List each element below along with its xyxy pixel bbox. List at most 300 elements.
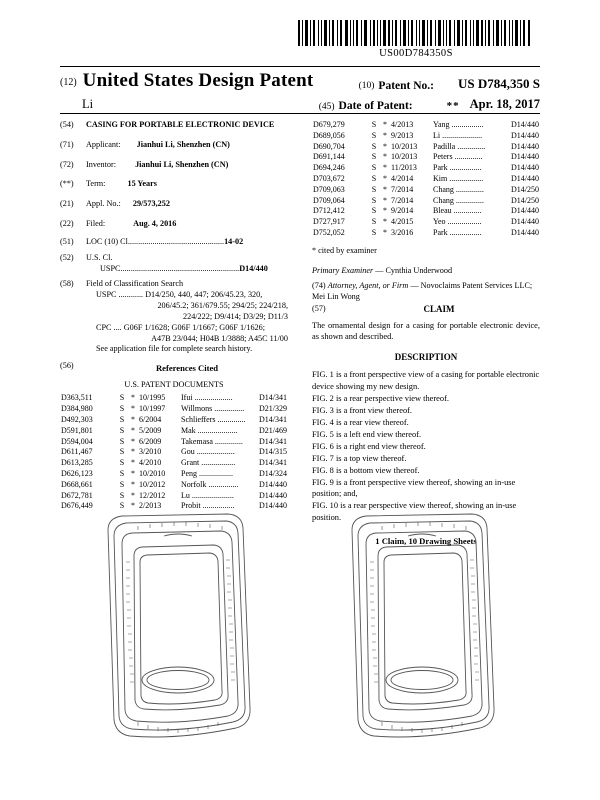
attorney-value: Novoclaims Patent Services LLC; Mei Lin Wong bbox=[312, 280, 533, 301]
ref-patent: D703,672 bbox=[313, 173, 345, 183]
ref-date: 6/2009 bbox=[139, 436, 162, 446]
ref-name-dots bbox=[432, 196, 500, 207]
ref-name: Willmons bbox=[181, 404, 213, 414]
page-title: United States Design Patent bbox=[82, 70, 314, 91]
filed-label: Filed: bbox=[86, 219, 106, 229]
ref-class: D14/440 bbox=[511, 152, 539, 162]
inventor-surname: Li bbox=[82, 97, 94, 111]
ref-date: 3/2010 bbox=[139, 447, 162, 457]
description-line-8: FIG. 8 is a bottom view thereof. bbox=[312, 465, 420, 475]
ref-date: 10/1995 bbox=[139, 393, 166, 403]
ref-class: D14/440 bbox=[511, 130, 539, 140]
ref-star: * bbox=[383, 195, 387, 205]
ref-kind: S bbox=[119, 469, 125, 478]
ref-name: Lu bbox=[181, 490, 190, 500]
ref-class: D14/440 bbox=[511, 163, 539, 173]
ref-class: D14/440 bbox=[259, 501, 287, 511]
ref-kind: S bbox=[119, 479, 125, 489]
ref-date: 12/2012 bbox=[139, 490, 166, 500]
loc-label: LOC (10) Cl. bbox=[86, 236, 130, 246]
field-21-body bbox=[86, 199, 288, 210]
primary-examiner-line bbox=[312, 265, 540, 276]
field-22 bbox=[60, 219, 288, 230]
ref-dots: .............. bbox=[214, 436, 243, 446]
ref-dots: ............... bbox=[208, 479, 239, 489]
ref-dots: .............. bbox=[454, 152, 483, 162]
cpc-search-label: CPC bbox=[96, 322, 112, 332]
ref-name: Gou bbox=[181, 447, 195, 457]
cpc-search-dots: .... bbox=[111, 322, 122, 332]
ref-class: D14/440 bbox=[511, 227, 539, 237]
description-line-5: FIG. 5 is a left end view thereof. bbox=[312, 429, 422, 439]
ref-name-dots bbox=[180, 437, 248, 448]
ref-patent: D752,052 bbox=[313, 227, 345, 237]
ref-name: Bleau bbox=[433, 206, 452, 216]
ref-name: Yang bbox=[433, 120, 450, 129]
ref-patent: D672,781 bbox=[61, 490, 93, 500]
ref-dots: .............. bbox=[455, 195, 484, 205]
ref-date: 4/2015 bbox=[391, 217, 414, 227]
uspc-search-line bbox=[86, 290, 288, 301]
ref-date: 10/2012 bbox=[139, 479, 166, 489]
attorney-line bbox=[312, 280, 540, 302]
barcode-icon bbox=[296, 20, 534, 46]
table-row bbox=[60, 458, 288, 469]
term-label: Term: bbox=[86, 179, 106, 189]
ref-class: D21/329 bbox=[259, 404, 287, 414]
ref-class: D14/440 bbox=[259, 490, 287, 500]
date-value: Apr. 18, 2017 bbox=[469, 97, 540, 111]
field-72 bbox=[60, 160, 288, 171]
ref-kind: S bbox=[371, 173, 377, 183]
ref-star: * bbox=[383, 163, 387, 173]
claim-num: (57) bbox=[312, 303, 326, 313]
right-column bbox=[312, 120, 540, 548]
ref-date: 9/2013 bbox=[391, 130, 414, 140]
ref-name: Park bbox=[433, 163, 448, 173]
ref-class: D14/341 bbox=[259, 393, 287, 403]
description-line-2: FIG. 2 is a rear perspective view thereof. bbox=[312, 394, 449, 404]
ref-date: 7/2014 bbox=[391, 184, 414, 194]
table-row bbox=[312, 120, 540, 131]
header-num-12: (12) bbox=[60, 77, 77, 88]
ref-patent: D591,801 bbox=[61, 425, 93, 435]
ref-dots: ................. bbox=[201, 458, 236, 468]
references-table-right bbox=[312, 120, 540, 239]
field-52-body bbox=[86, 253, 288, 275]
references-title: References Cited bbox=[155, 363, 219, 374]
ref-star: * bbox=[383, 130, 387, 140]
ref-date: 3/2016 bbox=[391, 227, 414, 237]
description-line-3: FIG. 3 is a front view thereof. bbox=[312, 405, 413, 415]
primary-examiner-dash: — bbox=[373, 265, 386, 275]
ref-patent: D668,661 bbox=[61, 479, 93, 489]
description-line-1: FIG. 1 is a front perspective view of a casing for portable electronic device showing my new design. bbox=[312, 370, 540, 392]
ref-class: D21/469 bbox=[259, 425, 287, 435]
ref-star: * bbox=[131, 436, 135, 446]
ref-name-dots bbox=[432, 152, 500, 163]
ref-dots: .................... bbox=[442, 130, 483, 140]
ref-patent: D727,917 bbox=[313, 217, 345, 227]
ref-kind: S bbox=[371, 195, 377, 205]
uscl-dots: .......................................................... bbox=[120, 263, 240, 273]
cpc-search-line-1: G06F 1/1628; G06F 1/1667; G06F 1/1626; bbox=[123, 322, 266, 332]
ref-name: Padilla bbox=[433, 141, 456, 151]
ref-kind: S bbox=[119, 425, 125, 435]
appl-no-value: 29/573,252 bbox=[132, 199, 170, 209]
ref-class: D14/440 bbox=[259, 479, 287, 489]
field-term bbox=[60, 179, 288, 190]
field-54-num: (54) bbox=[60, 120, 74, 129]
ref-star: * bbox=[131, 501, 135, 511]
ref-patent: D690,704 bbox=[313, 141, 345, 151]
appl-no-label: Appl. No.: bbox=[86, 199, 121, 209]
attorney-num: (74) bbox=[312, 280, 326, 290]
casing-left bbox=[108, 514, 250, 737]
claim-heading: CLAIM bbox=[423, 303, 455, 314]
uspc-search-line-3: 224/222; D9/414; D3/29; D11/3 bbox=[183, 311, 288, 321]
ref-name: Ifui bbox=[181, 393, 193, 403]
header-rule-top bbox=[60, 66, 540, 67]
claims-sheets-count: 1 Claim, 10 Drawing Sheets bbox=[375, 536, 477, 547]
ref-patent: D363,511 bbox=[61, 393, 93, 403]
ref-name-dots bbox=[432, 120, 500, 131]
description-line-7: FIG. 7 is a top view thereof. bbox=[312, 453, 407, 463]
ref-class: D14/315 bbox=[259, 447, 287, 457]
field-21-num: (21) bbox=[60, 199, 74, 209]
primary-examiner-value: Cynthia Underwood bbox=[385, 265, 453, 275]
ref-patent: D613,285 bbox=[61, 458, 93, 468]
date-num: (45) bbox=[318, 102, 335, 112]
ref-kind: S bbox=[371, 227, 377, 237]
field-72-num: (72) bbox=[60, 159, 74, 169]
examiner-block bbox=[312, 265, 540, 302]
ref-date: 4/2014 bbox=[391, 173, 414, 183]
ref-kind: S bbox=[119, 415, 125, 425]
ref-class: D14/440 bbox=[511, 141, 539, 151]
cpc-search-line-2: A47B 23/044; H04B 1/3888; A45C 11/00 bbox=[151, 333, 288, 343]
barcode-block bbox=[296, 20, 536, 59]
ref-name: Takemasa bbox=[181, 436, 213, 446]
ref-name: Peters bbox=[433, 152, 453, 162]
ref-patent: D689,056 bbox=[313, 130, 345, 140]
ref-class: D14/440 bbox=[511, 173, 539, 183]
ref-class: D14/341 bbox=[259, 458, 287, 468]
ref-name: Grant bbox=[181, 458, 200, 468]
field-56-num: (56) bbox=[60, 361, 74, 371]
ref-name: Kim bbox=[433, 173, 448, 183]
left-column bbox=[60, 120, 288, 512]
ref-date: 4/2010 bbox=[139, 458, 162, 468]
ref-dots: ............... bbox=[214, 404, 245, 414]
ref-kind: S bbox=[371, 120, 377, 129]
barcode-number: US00D784350S bbox=[379, 48, 453, 59]
term-asterisks: ** bbox=[446, 100, 460, 112]
ref-name-dots bbox=[432, 163, 500, 174]
field-71-body bbox=[86, 140, 288, 151]
ref-patent: D709,063 bbox=[313, 184, 345, 194]
field-term-body bbox=[86, 179, 288, 190]
field-58-body bbox=[86, 279, 288, 355]
description-line-9: FIG. 9 is a front perspective view thereof, showing an in-use position; and, bbox=[312, 477, 516, 499]
ref-star: * bbox=[383, 152, 387, 162]
ref-kind: S bbox=[371, 206, 377, 216]
ref-star: * bbox=[131, 458, 135, 468]
ref-patent: D611,467 bbox=[61, 447, 93, 457]
ref-dots: ................ bbox=[449, 163, 482, 173]
patent-drawing bbox=[60, 508, 540, 788]
casing-right bbox=[352, 514, 494, 737]
ref-kind: S bbox=[119, 458, 125, 468]
ref-date: 10/2013 bbox=[391, 141, 418, 151]
ref-patent: D709,064 bbox=[313, 195, 345, 205]
references-table-left-body bbox=[60, 393, 288, 512]
table-row bbox=[312, 142, 540, 153]
claim-heading-row bbox=[312, 304, 540, 316]
ref-star: * bbox=[131, 404, 135, 414]
cited-by-examiner-note: * cited by examiner bbox=[312, 245, 377, 255]
ref-kind: S bbox=[119, 393, 125, 403]
ref-name: Chang bbox=[433, 195, 454, 205]
ref-class: D14/341 bbox=[259, 415, 287, 425]
ref-star: * bbox=[131, 415, 135, 425]
ref-date: 10/2013 bbox=[391, 152, 418, 162]
table-row bbox=[312, 206, 540, 217]
field-54-title: CASING FOR PORTABLE ELECTRONIC DEVICE bbox=[86, 120, 275, 129]
uspc-search-line-1: D14/250, 440, 447; 206/45.23, 320, bbox=[145, 290, 263, 300]
inventor-value: Jianhui Li, Shenzhen (CN) bbox=[135, 159, 229, 169]
ref-name: Park bbox=[433, 227, 448, 237]
ref-name: Norfolk bbox=[181, 479, 207, 489]
ref-name: Yeo bbox=[433, 217, 446, 227]
patent-drawing-svg bbox=[60, 508, 540, 788]
ref-name: Schlieffers bbox=[181, 415, 216, 425]
ref-dots: ..................... bbox=[191, 490, 234, 500]
ref-star: * bbox=[383, 227, 387, 237]
ref-kind: S bbox=[371, 163, 377, 173]
field-51 bbox=[60, 237, 288, 248]
ref-name-dots bbox=[180, 404, 248, 415]
ref-dots: ................. bbox=[199, 469, 233, 478]
ref-star: * bbox=[383, 120, 387, 129]
ref-name-dots bbox=[432, 228, 500, 239]
ref-class: D14/440 bbox=[511, 206, 539, 216]
table-row bbox=[60, 447, 288, 458]
ref-dots: ................. bbox=[449, 173, 484, 183]
ref-name-dots bbox=[180, 480, 248, 491]
see-application-note: See application file for complete search history. bbox=[96, 344, 253, 354]
term-value: 15 Years bbox=[127, 179, 157, 189]
ref-dots: ................... bbox=[196, 447, 235, 457]
ref-patent: D694,246 bbox=[313, 163, 345, 173]
field-72-body bbox=[86, 160, 288, 171]
table-row bbox=[60, 437, 288, 448]
ref-star: * bbox=[383, 206, 387, 216]
ref-name-dots bbox=[432, 206, 500, 217]
ref-name: Mak bbox=[181, 425, 196, 435]
table-row bbox=[312, 163, 540, 174]
field-71-num: (71) bbox=[60, 139, 74, 149]
ref-patent: D492,303 bbox=[61, 415, 93, 425]
patent-no-num: (10) bbox=[358, 81, 375, 91]
description-line-10: FIG. 10 is a rear perspective view thereof, showing an in-use position. bbox=[312, 501, 517, 523]
ref-dots: ................ bbox=[202, 501, 235, 511]
field-52-num: (52) bbox=[60, 252, 74, 262]
table-row bbox=[312, 185, 540, 196]
header-rule-bottom bbox=[60, 113, 540, 114]
ref-kind: S bbox=[371, 217, 377, 227]
field-56 bbox=[60, 361, 288, 374]
ref-date: 6/2004 bbox=[139, 415, 162, 425]
ref-name-dots bbox=[180, 458, 248, 469]
ref-dots: ................. bbox=[447, 217, 482, 227]
field-22-body bbox=[86, 219, 288, 230]
ref-star: * bbox=[383, 184, 387, 194]
ref-star: * bbox=[383, 217, 387, 227]
ref-class: D14/250 bbox=[511, 195, 539, 205]
ref-name-dots bbox=[180, 469, 248, 480]
ref-date: 9/2014 bbox=[391, 206, 414, 216]
table-row bbox=[60, 491, 288, 502]
ref-star: * bbox=[383, 141, 387, 151]
inventor-label: Inventor: bbox=[86, 159, 117, 169]
applicant-value: Jianhui Li, Shenzhen (CN) bbox=[136, 139, 230, 149]
table-row bbox=[60, 415, 288, 426]
patent-no-label: Patent No.: bbox=[378, 80, 434, 92]
ref-class: D14/250 bbox=[511, 184, 539, 194]
uscl-uspc-label: USPC bbox=[100, 263, 121, 273]
ref-date: 11/2013 bbox=[391, 163, 417, 173]
ref-name-dots bbox=[180, 415, 248, 426]
ref-patent: D691,144 bbox=[313, 152, 345, 162]
table-row bbox=[312, 174, 540, 185]
ref-class: D14/440 bbox=[511, 217, 539, 227]
ref-dots: .............. bbox=[453, 206, 482, 216]
ref-dots: ................ bbox=[451, 120, 484, 129]
ref-patent: D626,123 bbox=[61, 469, 93, 478]
field-21 bbox=[60, 199, 288, 210]
ref-kind: S bbox=[119, 436, 125, 446]
ref-kind: S bbox=[119, 490, 125, 500]
ref-name-dots bbox=[180, 393, 248, 404]
applicant-label: Applicant: bbox=[86, 139, 121, 149]
ref-patent: D712,412 bbox=[313, 206, 345, 216]
date-label: Date of Patent: bbox=[338, 100, 413, 112]
ref-star: * bbox=[131, 469, 135, 478]
ref-dots: .................... bbox=[197, 425, 238, 435]
table-row bbox=[60, 480, 288, 491]
ref-star: * bbox=[131, 490, 135, 500]
references-table-left bbox=[60, 393, 288, 512]
ref-dots: .............. bbox=[455, 184, 484, 194]
field-58-num: (58) bbox=[60, 279, 74, 289]
uscl-label: U.S. Cl. bbox=[86, 252, 113, 262]
references-table-right-body bbox=[312, 120, 540, 239]
ref-name-dots bbox=[432, 174, 500, 185]
ref-name-dots bbox=[180, 447, 248, 458]
ref-star: * bbox=[131, 425, 135, 435]
table-row bbox=[312, 196, 540, 207]
field-52 bbox=[60, 253, 288, 275]
ref-name-dots bbox=[432, 142, 500, 153]
ref-star: * bbox=[131, 447, 135, 457]
ref-name: Li bbox=[433, 130, 441, 140]
ref-dots: .............. bbox=[457, 141, 486, 151]
ref-name-dots bbox=[432, 131, 500, 142]
ref-class: D14/440 bbox=[511, 120, 539, 129]
ref-star: * bbox=[383, 173, 387, 183]
references-subtitle: U.S. PATENT DOCUMENTS bbox=[124, 379, 224, 389]
ref-kind: S bbox=[371, 184, 377, 194]
patent-no-value: US D784,350 S bbox=[458, 76, 540, 91]
loc-value: 14-02 bbox=[224, 236, 244, 246]
ref-patent: D679,279 bbox=[313, 120, 345, 129]
ref-kind: S bbox=[371, 130, 377, 140]
search-field-label: Field of Classification Search bbox=[86, 279, 184, 289]
ref-patent: D384,980 bbox=[61, 404, 93, 414]
ref-name-dots bbox=[432, 217, 500, 228]
ref-date: 4/2013 bbox=[391, 120, 414, 129]
attorney-dash: — bbox=[408, 280, 421, 290]
claim-text: The ornamental design for a casing for portable electronic device, as shown and described. bbox=[312, 320, 540, 341]
references-block bbox=[86, 361, 288, 374]
ref-name-dots bbox=[180, 491, 248, 502]
cpc-search-line bbox=[86, 323, 288, 334]
ref-name: Peng bbox=[181, 469, 197, 478]
table-row bbox=[312, 152, 540, 163]
field-term-num: (**) bbox=[60, 179, 74, 189]
ref-dots: .............. bbox=[217, 415, 246, 425]
table-row bbox=[60, 469, 288, 480]
loc-dots: .............................................. bbox=[129, 236, 225, 246]
ref-kind: S bbox=[371, 141, 377, 151]
table-row bbox=[312, 217, 540, 228]
ref-class: D14/341 bbox=[259, 436, 287, 446]
uspc-search-line-2: 206/45.2; 361/679.55; 294/25; 224/218, bbox=[157, 301, 288, 311]
field-51-body bbox=[86, 237, 288, 248]
table-row bbox=[312, 131, 540, 142]
uspc-search-label: USPC bbox=[96, 290, 117, 300]
ref-name: Probit bbox=[181, 501, 201, 511]
description-line-4: FIG. 4 is a rear view thereof. bbox=[312, 417, 409, 427]
uscl-line bbox=[86, 264, 288, 275]
ref-dots: ................ bbox=[449, 227, 482, 237]
field-51-num: (51) bbox=[60, 236, 74, 246]
ref-star: * bbox=[131, 479, 135, 489]
description-heading: DESCRIPTION bbox=[394, 352, 458, 363]
ref-star: * bbox=[131, 393, 135, 403]
filed-value: Aug. 4, 2016 bbox=[133, 219, 177, 229]
primary-examiner-label: Primary Examiner bbox=[312, 265, 374, 275]
field-22-num: (22) bbox=[60, 219, 74, 229]
ref-date: 7/2014 bbox=[391, 195, 414, 205]
uspc-search-dots: ............ bbox=[116, 290, 144, 300]
ref-dots: ................... bbox=[194, 393, 233, 403]
uscl-value: D14/440 bbox=[239, 263, 268, 273]
ref-kind: S bbox=[119, 447, 125, 457]
ref-class: D14/324 bbox=[259, 469, 287, 478]
attorney-label: Attorney, Agent, or Firm bbox=[327, 280, 409, 290]
ref-name: Chang bbox=[433, 184, 454, 194]
table-row bbox=[312, 228, 540, 239]
patent-header bbox=[60, 70, 540, 112]
ref-kind: S bbox=[371, 152, 377, 162]
ref-name-dots bbox=[180, 426, 248, 437]
field-54 bbox=[60, 120, 288, 131]
ref-name-dots bbox=[432, 185, 500, 196]
ref-date: 10/1997 bbox=[139, 404, 166, 414]
table-row bbox=[60, 393, 288, 404]
